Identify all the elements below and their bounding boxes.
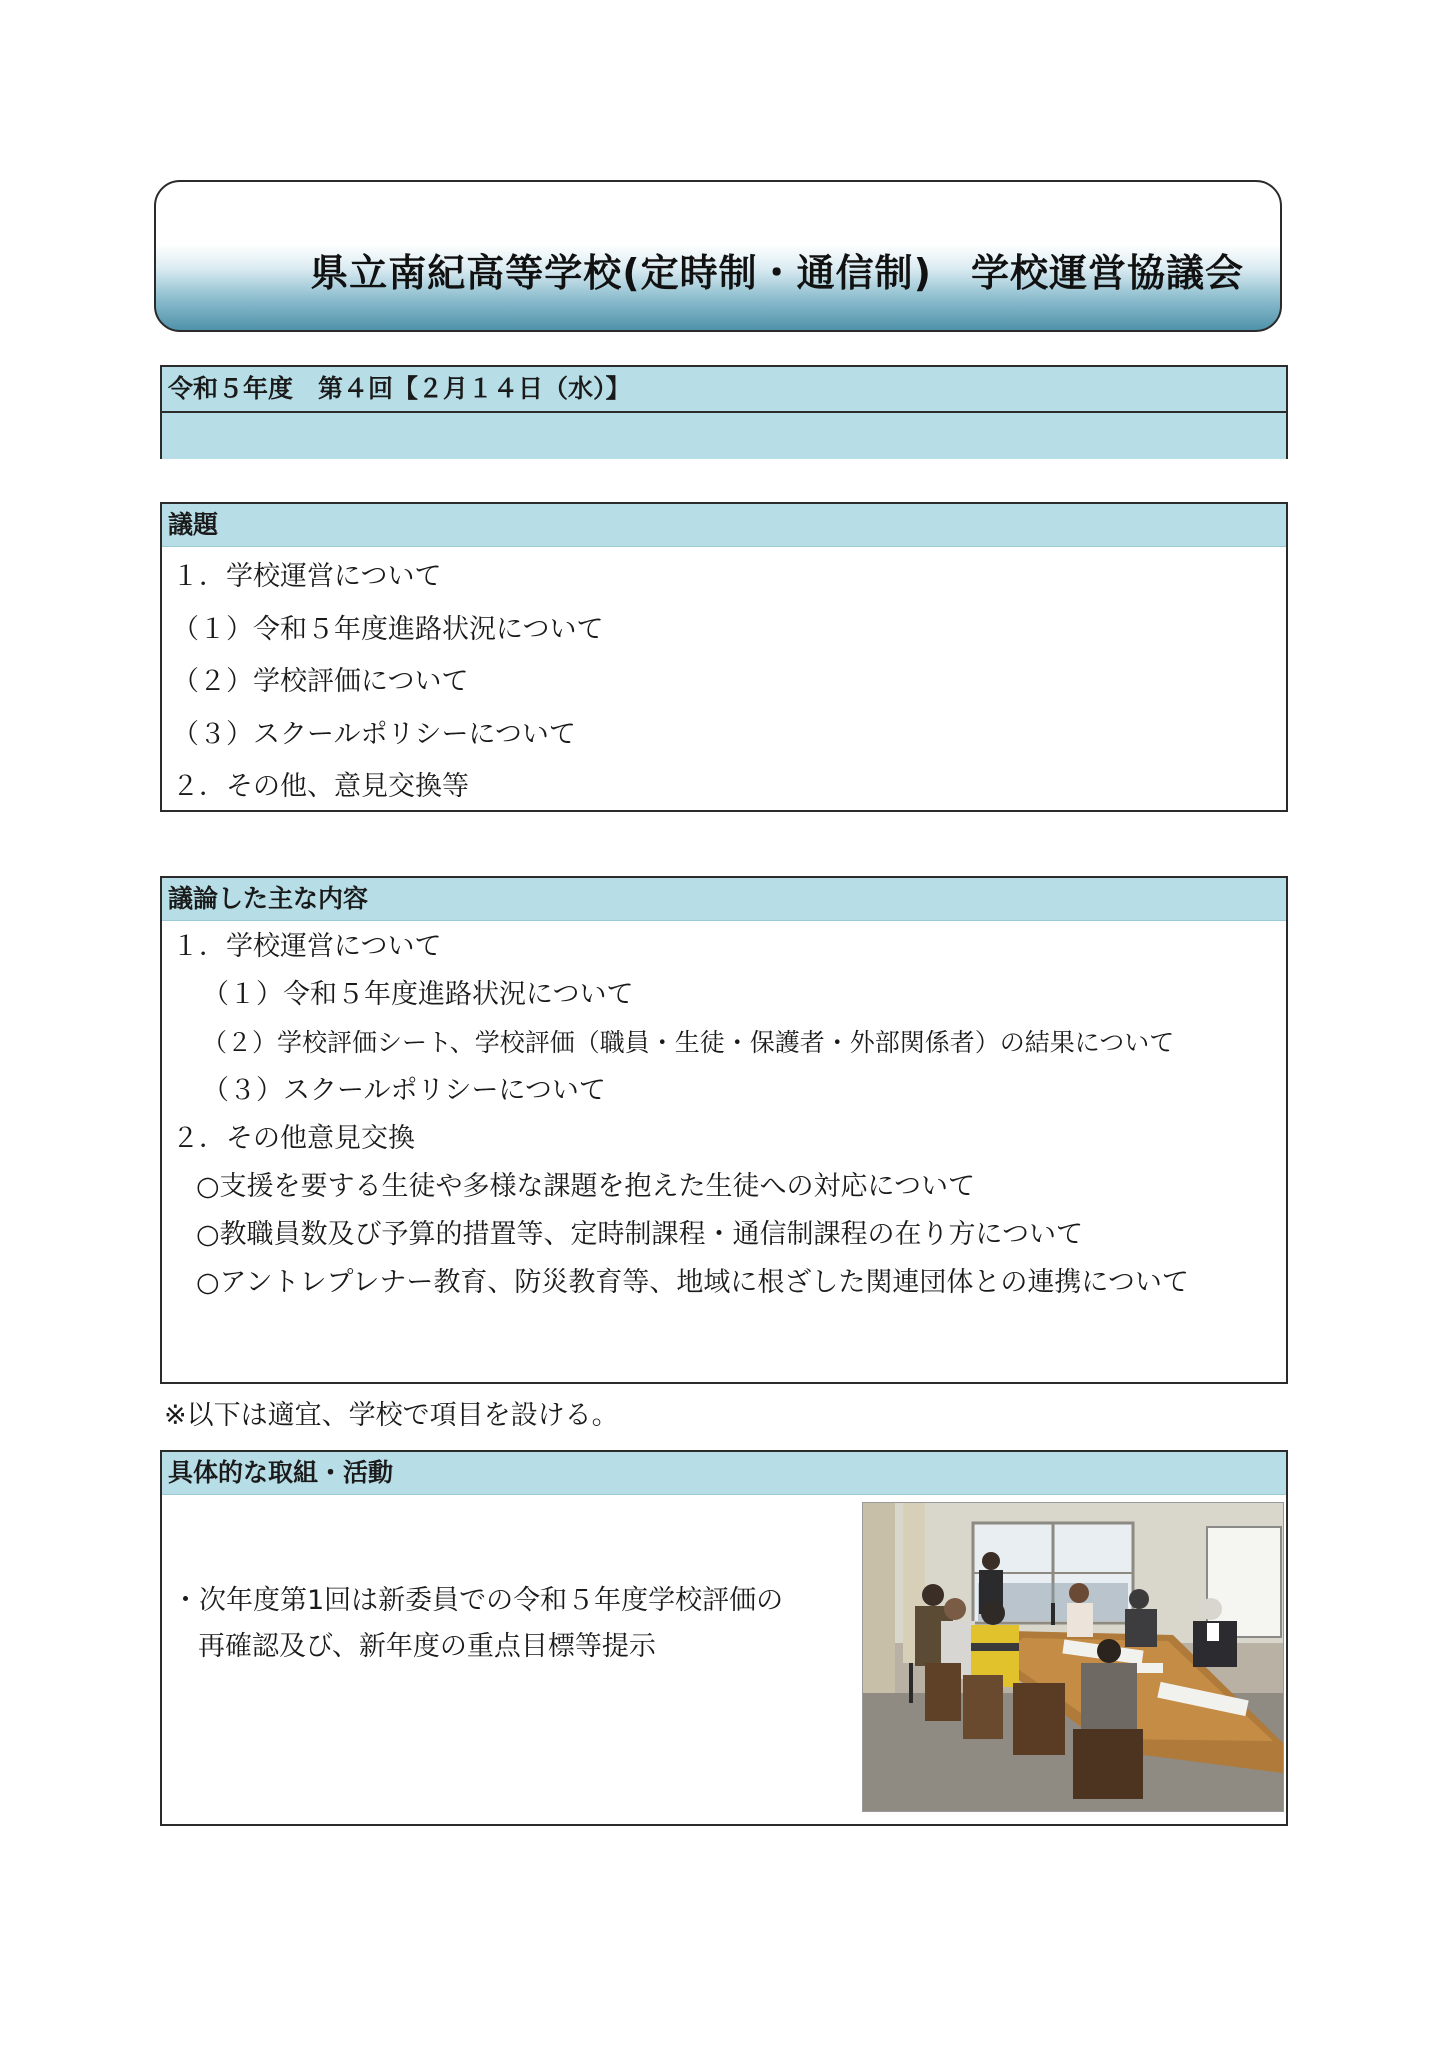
agenda-box	[160, 502, 1288, 812]
discussion-item: １．学校運営について	[172, 931, 442, 962]
agenda-item: ２．その他、意見交換等	[172, 771, 469, 802]
activities-box	[160, 1450, 1288, 1826]
meeting-photo	[862, 1502, 1284, 1812]
session-box	[160, 365, 1288, 459]
activities-text	[172, 1578, 783, 1670]
session-label: 令和５年度 第４回【２月１４日（水）】	[162, 367, 1286, 413]
page-title: 県立南紀高等学校(定時制・通信制) 学校運営協議会	[310, 250, 1244, 295]
agenda-item: （３）スクールポリシーについて	[172, 718, 576, 750]
agenda-item: （１）令和５年度進路状況について	[172, 613, 604, 645]
note-text: ※以下は適宜、学校で項目を設ける。	[164, 1400, 619, 1431]
activities-text-line: ・次年度第1回は新委員での令和５年度学校評価の	[172, 1585, 784, 1616]
discussion-list	[162, 921, 1286, 1307]
discussion-item: ○アントレプレナー教育、防災教育等、地域に根ざした関連団体との連携について	[196, 1267, 1189, 1298]
meeting-photo-icon	[863, 1503, 1283, 1811]
discussion-box	[160, 876, 1288, 1384]
discussion-header: 議論した主な内容	[162, 878, 1286, 921]
discussion-item: ○支援を要する生徒や多様な課題を抱えた生徒への対応について	[196, 1171, 976, 1202]
discussion-item: （１）令和５年度進路状況について	[202, 979, 634, 1010]
activities-header: 具体的な取組・活動	[162, 1452, 1286, 1495]
agenda-list	[162, 547, 1286, 814]
discussion-item: ２．その他意見交換	[172, 1123, 415, 1154]
agenda-header: 議題	[162, 504, 1286, 547]
activities-text-line: 再確認及び、新年度の重点目標等提示	[198, 1631, 656, 1662]
session-empty-row	[162, 413, 1286, 459]
agenda-item: １．学校運営について	[172, 561, 442, 592]
title-banner	[154, 180, 1282, 332]
discussion-item: （２）学校評価シート、学校評価（職員・生徒・保護者・外部関係者）の結果について	[202, 1028, 1175, 1057]
discussion-item: （３）スクールポリシーについて	[202, 1075, 606, 1106]
agenda-item: （２）学校評価について	[172, 666, 469, 697]
discussion-item: ○教職員数及び予算的措置等、定時制課程・通信制課程の在り方について	[196, 1219, 1084, 1250]
